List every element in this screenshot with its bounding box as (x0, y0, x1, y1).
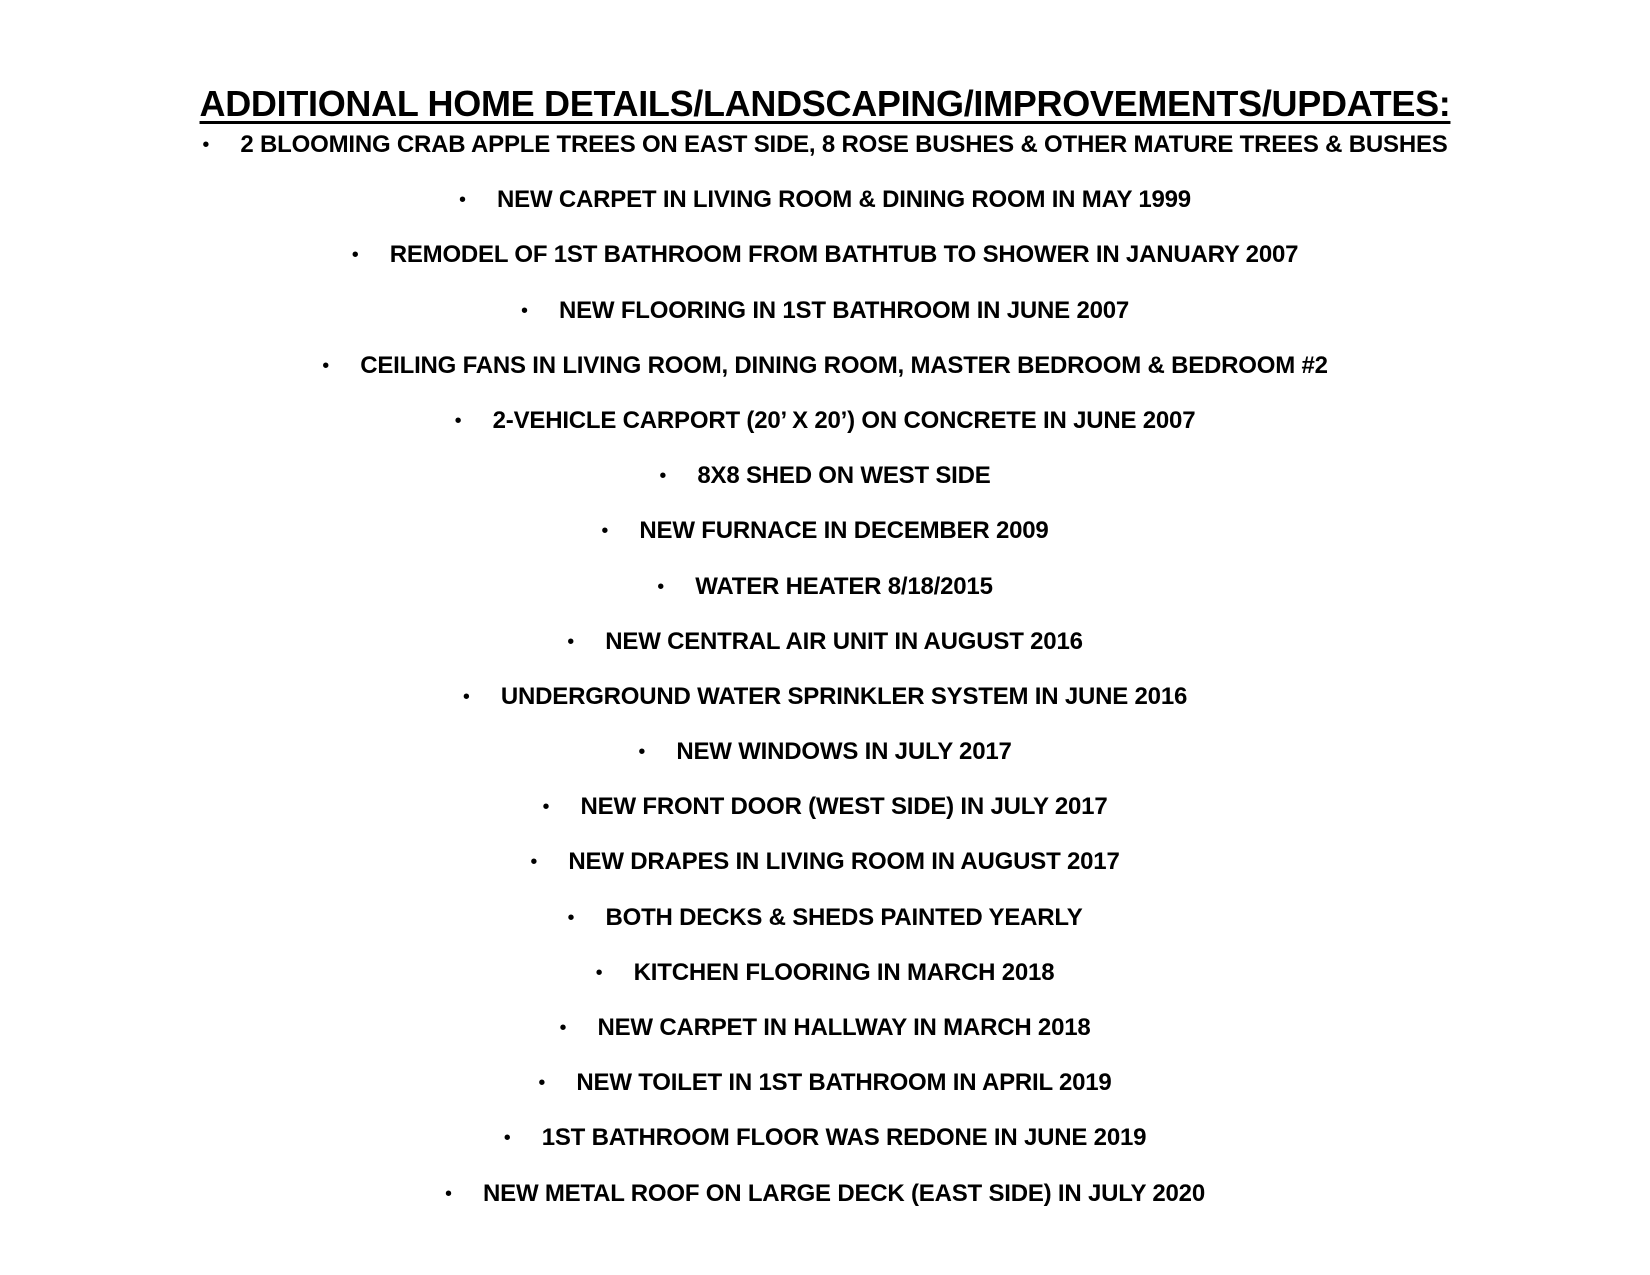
list-item-content (504, 1121, 1147, 1155)
bullet-icon: • (520, 299, 528, 322)
list-item (0, 570, 1650, 625)
list-item-content (521, 294, 1129, 328)
list-item-content (538, 1066, 1111, 1100)
list-item-content (322, 349, 1328, 383)
bullet-icon: • (601, 520, 609, 543)
bullet-icon: • (538, 1072, 546, 1095)
list-item-text: NEW CARPET IN HALLWAY IN MARCH 2018 (597, 1014, 1091, 1041)
bullet-icon: • (503, 1127, 511, 1150)
list-item-content (463, 680, 1187, 714)
list-item (0, 183, 1650, 238)
list-item-text: 2 BLOOMING CRAB APPLE TREES ON EAST SIDE, 8 ROSE BUSHES & OTHER MATURE TREES & BUSHES (240, 131, 1448, 158)
list-item (0, 845, 1650, 900)
list-item-text: NEW CARPET IN LIVING ROOM & DINING ROOM IN MAY 1999 (497, 186, 1191, 214)
bullet-icon: • (202, 134, 210, 156)
list-item-content (657, 570, 992, 604)
list-item-text: CEILING FANS IN LIVING ROOM, DINING ROOM, MASTER BEDROOM & BEDROOM #2 (360, 351, 1328, 379)
list-item-text: NEW FURNACE IN DECEMBER 2009 (639, 517, 1049, 545)
list-item-text: NEW TOILET IN 1ST BATHROOM IN APRIL 2019 (576, 1069, 1112, 1097)
list-item-content (567, 901, 1082, 935)
list-item-text: NEW WINDOWS IN JULY 2017 (676, 738, 1012, 766)
list-item (0, 1121, 1650, 1176)
bullet-icon: • (462, 685, 470, 708)
list-item-text: NEW FLOORING IN 1ST BATHROOM IN JUNE 2007 (558, 296, 1130, 324)
list-item (0, 735, 1650, 790)
list-item-text: 1ST BATHROOM FLOOR WAS REDONE IN JUNE 2019 (541, 1124, 1147, 1152)
list-item-content (202, 128, 1447, 162)
list-item-text: NEW CENTRAL AIR UNIT IN AUGUST 2016 (605, 627, 1083, 655)
list-item-text: 2-VEHICLE CARPORT (20’ X 20’) ON CONCRETE IN JUNE 2007 (492, 406, 1196, 434)
list-item-content (455, 404, 1196, 438)
list-item-content (459, 183, 1191, 217)
list-item-content (530, 845, 1119, 879)
list-item (0, 404, 1650, 459)
list-item-content (596, 956, 1055, 990)
bullet-icon: • (445, 1182, 453, 1205)
improvements-list (0, 128, 1650, 1232)
list-item (0, 459, 1650, 514)
list-item (0, 514, 1650, 569)
list-item (0, 294, 1650, 349)
bullet-icon: • (459, 189, 467, 212)
bullet-icon: • (559, 1017, 567, 1039)
bullet-icon: • (595, 961, 603, 984)
list-item-text: REMODEL OF 1ST BATHROOM FROM BATHTUB TO SHOWER IN JANUARY 2007 (389, 241, 1299, 269)
list-item-content (567, 625, 1083, 659)
list-item-text: 8X8 SHED ON WEST SIDE (697, 462, 991, 490)
list-item (0, 1066, 1650, 1121)
list-item (0, 1011, 1650, 1066)
list-item (0, 1177, 1650, 1232)
list-item-text: WATER HEATER 8/18/2015 (695, 572, 993, 600)
list-item (0, 901, 1650, 956)
bullet-icon: • (567, 630, 575, 653)
list-item-text: NEW FRONT DOOR (WEST SIDE) IN JULY 2017 (580, 793, 1108, 821)
bullet-icon: • (657, 575, 665, 598)
list-item-content (559, 1011, 1090, 1045)
bullet-icon: • (659, 465, 667, 488)
list-item-content (638, 735, 1011, 769)
bullet-icon: • (567, 906, 575, 929)
list-item-content (601, 514, 1048, 548)
bullet-icon: • (638, 741, 646, 764)
bullet-icon: • (530, 851, 538, 874)
bullet-icon: • (454, 409, 462, 432)
bullet-icon: • (322, 354, 330, 377)
list-item (0, 790, 1650, 845)
bullet-icon: • (351, 244, 359, 267)
list-item-text: UNDERGROUND WATER SPRINKLER SYSTEM IN JUNE 2016 (500, 682, 1188, 710)
bullet-icon: • (542, 796, 550, 819)
list-item (0, 349, 1650, 404)
list-item-text: NEW METAL ROOF ON LARGE DECK (EAST SIDE) IN JULY 2020 (483, 1179, 1205, 1207)
list-item (0, 128, 1650, 183)
list-item-text: NEW DRAPES IN LIVING ROOM IN AUGUST 2017 (568, 848, 1120, 876)
list-item-content (445, 1177, 1205, 1211)
list-item-content (543, 790, 1108, 824)
list-item (0, 238, 1650, 293)
list-item-content (352, 238, 1299, 272)
list-item (0, 625, 1650, 680)
list-item-content (659, 459, 990, 493)
list-item-text: BOTH DECKS & SHEDS PAINTED YEARLY (605, 903, 1083, 931)
list-item (0, 680, 1650, 735)
list-item-text: KITCHEN FLOORING IN MARCH 2018 (633, 958, 1055, 986)
page-title: ADDITIONAL HOME DETAILS/LANDSCAPING/IMPROVEMENTS/UPDATES: (199, 83, 1451, 125)
list-item (0, 956, 1650, 1011)
